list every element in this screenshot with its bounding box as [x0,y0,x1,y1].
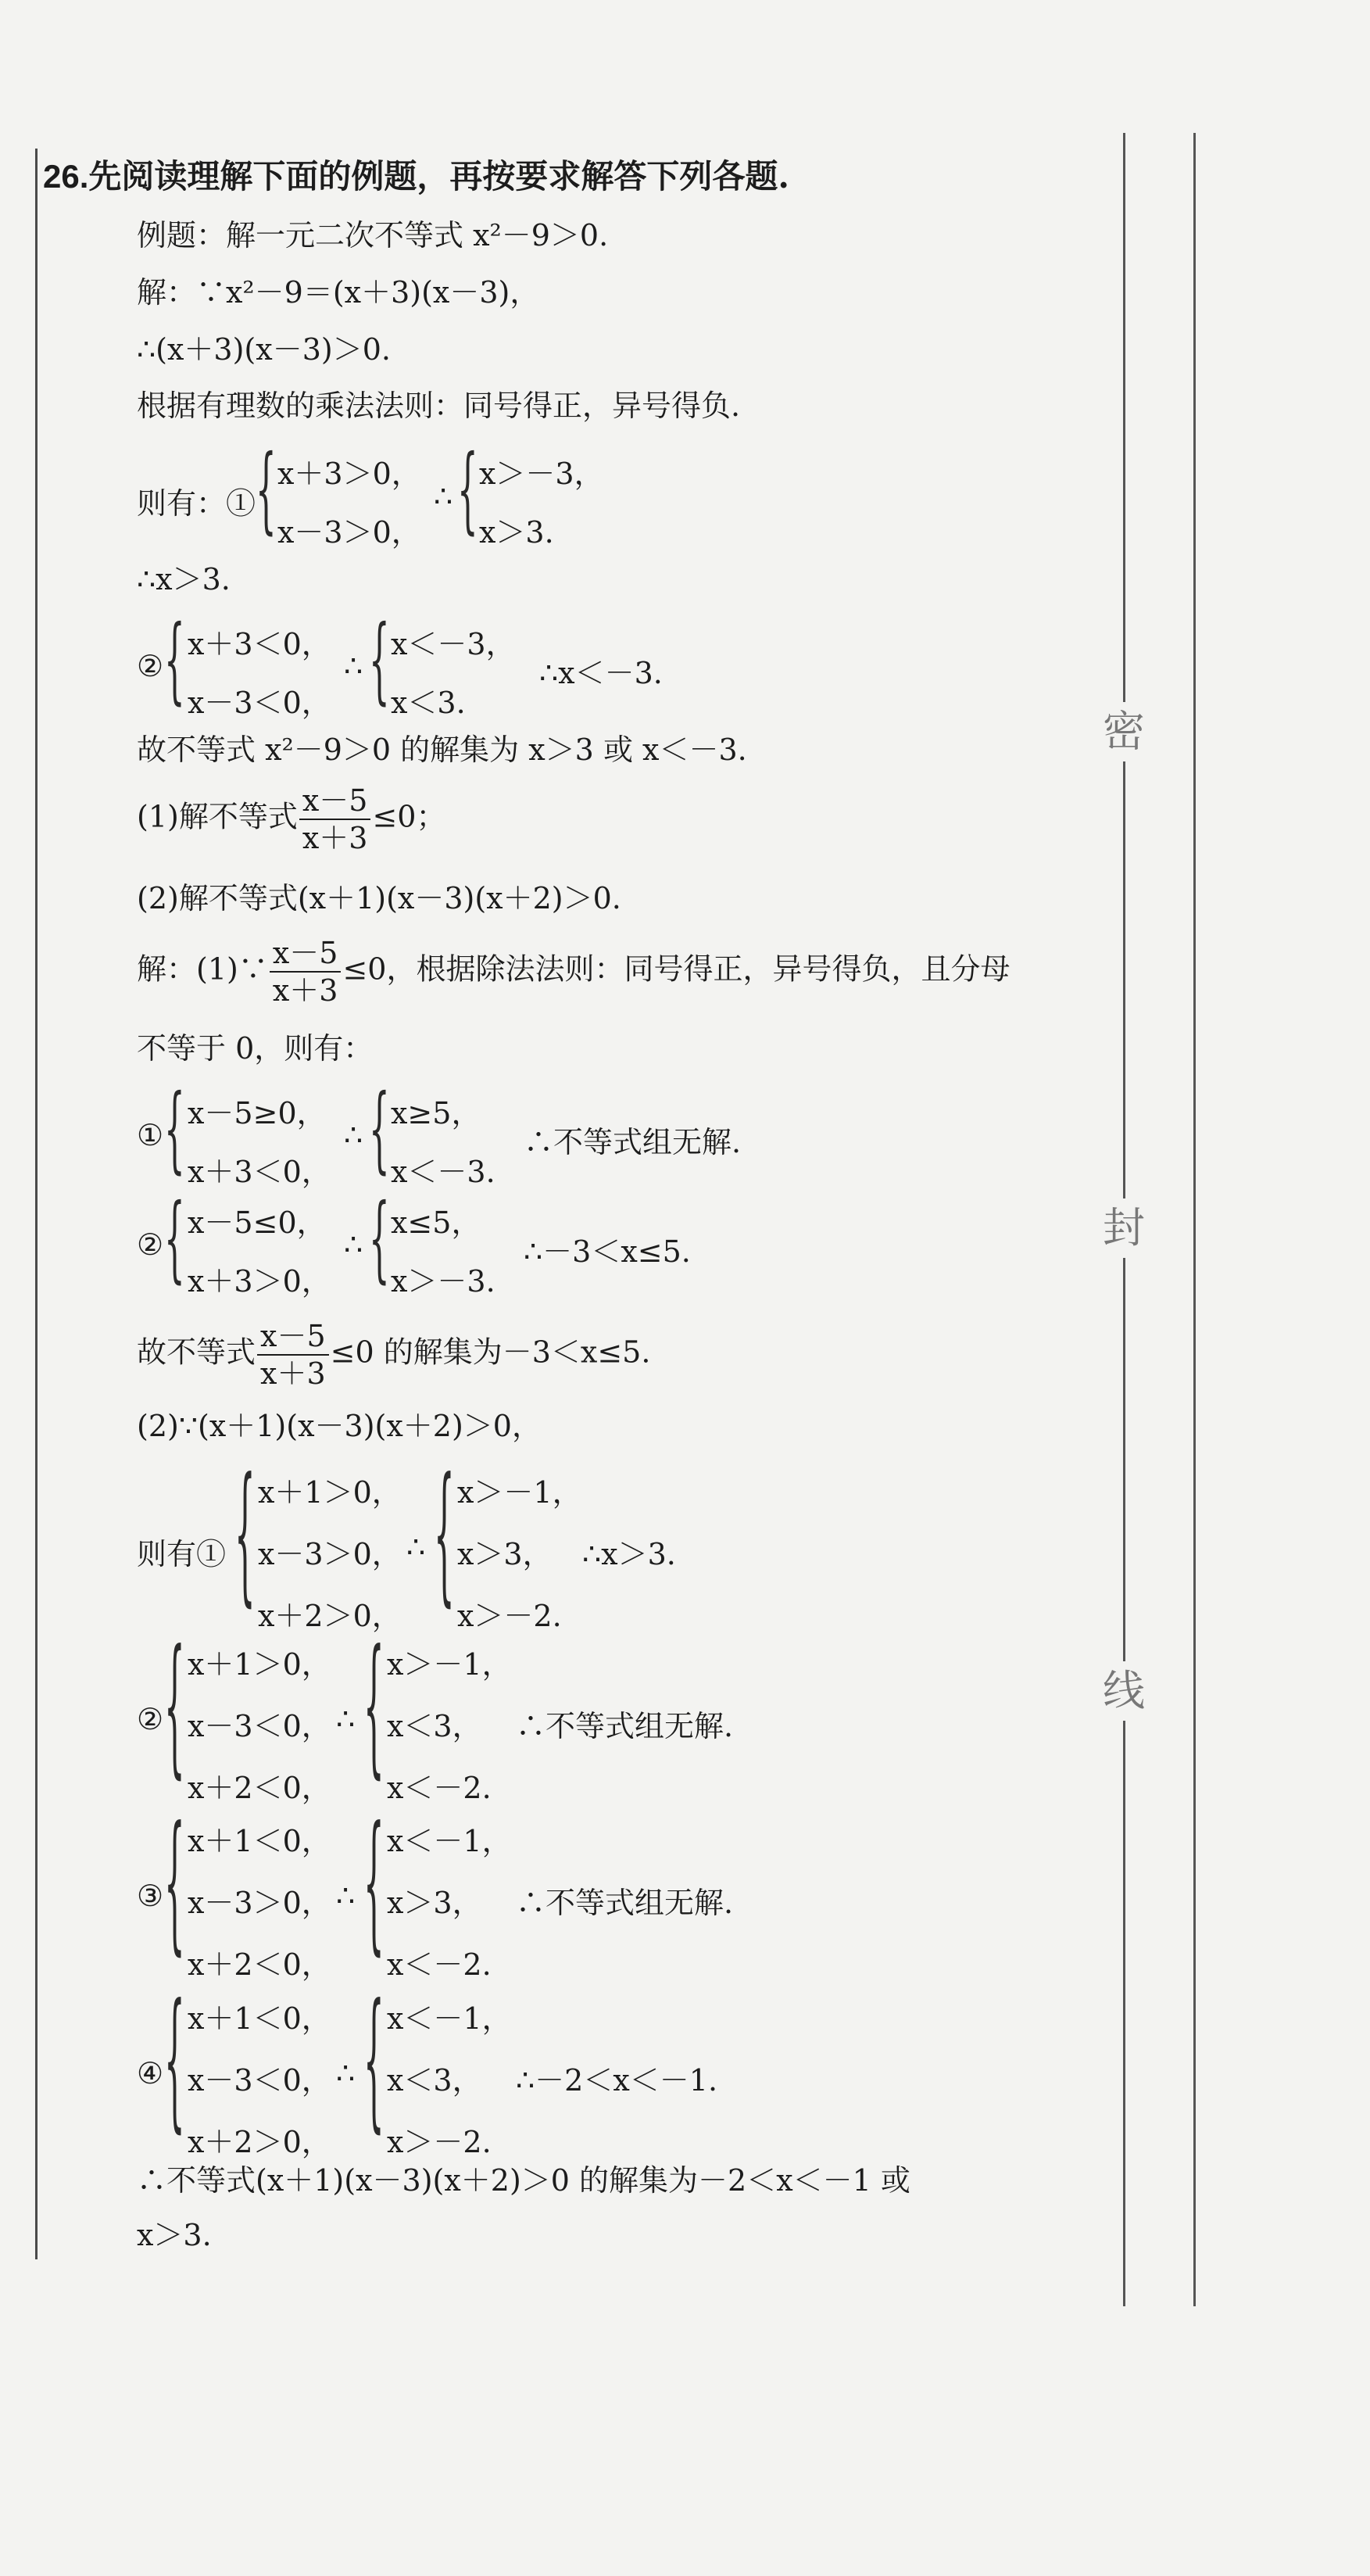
system-line: x＞3. [479,515,554,550]
system-line: x＋1＞0， [258,1475,402,1510]
system-line: x＞－2. [457,1599,562,1633]
system-line: x＜－2. [387,1771,492,1805]
system-line: x＋3＜0， [188,1155,331,1189]
denominator: x＋3 [272,973,338,1008]
case-label: ① [137,1118,164,1152]
system-line: x＞－1， [387,1647,512,1682]
question-1-prefix: (1)解不等式 [137,799,298,834]
solution-1-start [137,936,1011,1008]
system-line: x＋2＞0， [188,2125,331,2159]
system-line: x＞－3. [391,1264,495,1299]
numerator: x－5 [270,938,342,973]
therefore-symbol: ∴ [434,479,453,514]
problem-number: 26. [43,158,89,195]
system-line: x＜－3. [391,1155,495,1189]
problem-title [43,157,790,195]
solution-1-continued: 不等于 0，则有： [137,1031,374,1066]
fraction [299,783,371,855]
binding-line-outer [1193,133,1196,2306]
case-result: ∴－2＜x＜－1. [516,2063,718,2098]
system-line: x＋3＞0， [277,457,421,491]
example-case-1-result: ∴x＞3. [137,562,231,597]
final-conclusion-line-2: x＞3. [137,2218,212,2252]
example-rule: 根据有理数的乘法法则：同号得正，异号得负. [137,389,741,423]
fraction [257,1319,329,1391]
left-brace: { [434,1447,455,1621]
system-line: x≥5， [391,1096,481,1130]
system-line: x－5≥0， [188,1096,327,1130]
case-label: ② [137,1702,164,1736]
question-1 [137,783,446,855]
left-brace: { [164,1075,185,1184]
system-line: x＞－2. [387,2125,492,2159]
left-brace: { [164,1619,185,1793]
question-2: (2)解不等式(x＋1)(x－3)(x＋2)＞0. [137,881,621,915]
system-line: x＜3， [387,2063,482,2098]
therefore-symbol: ∴ [344,1227,363,1262]
system-line: x－3＞0， [277,515,421,550]
system-line: x＞3， [387,1886,482,1920]
side-label-mi: 密 [1094,702,1154,761]
system-line: x＞－1， [457,1475,582,1510]
left-brace: { [164,1184,185,1293]
numerator: x－5 [299,786,371,820]
system-line: x－3＜0， [188,2063,331,2098]
case-label: ④ [137,2056,164,2091]
left-brace: { [164,1796,185,1970]
system-line: x＜3， [387,1709,482,1743]
denominator: x＋3 [260,1356,326,1391]
system-line: x＋1＜0， [188,2001,331,2036]
left-brace: { [369,606,390,715]
case-label: ② [137,1227,164,1262]
system-line: x＜－1， [387,2001,512,2036]
case-result: ∴不等式组无解. [516,1709,734,1743]
case-label: ② [137,649,164,683]
therefore-symbol: ∴ [336,1702,356,1736]
example-product: ∴(x＋3)(x－3)＞0. [137,332,391,367]
case-label: 则有① [137,1537,227,1571]
system-line: x＜－3， [391,627,516,661]
left-brace: { [164,606,185,715]
left-brace: { [363,1796,385,1970]
solution-2-start: (2)∵(x＋1)(x－3)(x＋2)＞0， [137,1409,542,1443]
system-line: x＋1＜0， [188,1824,331,1858]
system-line: x－3＞0， [258,1537,402,1571]
case-label: ③ [137,1879,164,1913]
system-line: x＞3， [457,1537,553,1571]
side-label-feng: 封 [1094,1198,1154,1258]
system-line: x＋2＜0， [188,1771,331,1805]
example-conclusion: 故不等式 x²－9＞0 的解集为 x＞3 或 x＜－3. [137,733,747,767]
left-brace: { [256,435,277,544]
case-result: ∴x＜－3. [539,656,663,690]
therefore-symbol: ∴ [344,649,363,683]
left-brace: { [369,1184,390,1293]
system-line: x＋2＞0， [258,1599,402,1633]
left-brace: { [369,1075,390,1184]
system-line: x－3＜0， [188,686,331,720]
system-line: x＞－3， [479,457,604,491]
case-result: ∴x＞3. [582,1537,676,1571]
left-brace: { [363,1619,385,1793]
system-line: x＜－2. [387,1947,492,1982]
therefore-symbol: ∴ [344,1118,363,1152]
left-brace: { [457,435,478,544]
example-statement: 例题：解一元二次不等式 x²－9＞0. [137,218,609,253]
left-brace: { [363,1973,385,2148]
conclusion-suffix: ≤0 的解集为－3＜x≤5. [330,1335,651,1370]
conclusion-prefix: 故不等式 [137,1335,256,1370]
therefore-symbol: ∴ [336,2056,356,2091]
case-label: 则有：① [137,486,256,521]
fraction [270,936,342,1008]
solution-1-conclusion [137,1319,651,1391]
question-1-suffix: ≤0； [372,799,446,834]
system-line: x＜－1， [387,1824,512,1858]
left-brace: { [164,1973,185,2148]
problem-instruction: 先阅读理解下面的例题，再按要求解答下列各题. [88,157,790,195]
system-line: x－3＜0， [188,1709,331,1743]
therefore-symbol: ∴ [406,1530,426,1564]
system-line: x－3＞0， [188,1886,331,1920]
system-line: x＋3＜0， [188,627,331,661]
solution-1-suffix: ≤0，根据除法法则：同号得正，异号得负，且分母 [342,951,1011,987]
system-line: x＋3＞0， [188,1264,331,1299]
solution-1-prefix: 解：(1)∵ [137,951,268,987]
case-result: ∴－3＜x≤5. [524,1234,691,1269]
denominator: x＋3 [302,821,368,855]
side-label-xian: 线 [1094,1661,1154,1721]
example-factor: 解：∵x²－9＝(x＋3)(x－3)， [137,275,540,310]
system-line: x＋2＜0， [188,1947,331,1982]
case-result: ∴不等式组无解. [524,1125,742,1159]
numerator: x－5 [257,1321,329,1356]
therefore-symbol: ∴ [336,1879,356,1913]
left-brace: { [234,1447,256,1621]
final-conclusion-line-1: ∴不等式(x＋1)(x－3)(x＋2)＞0 的解集为－2＜x＜－1 或 [137,2163,910,2198]
system-line: x≤5， [391,1206,481,1240]
case-result: ∴不等式组无解. [516,1886,734,1920]
system-line: x＋1＞0， [188,1647,331,1682]
system-line: x－5≤0， [188,1206,327,1240]
system-line: x＜3. [391,686,466,720]
